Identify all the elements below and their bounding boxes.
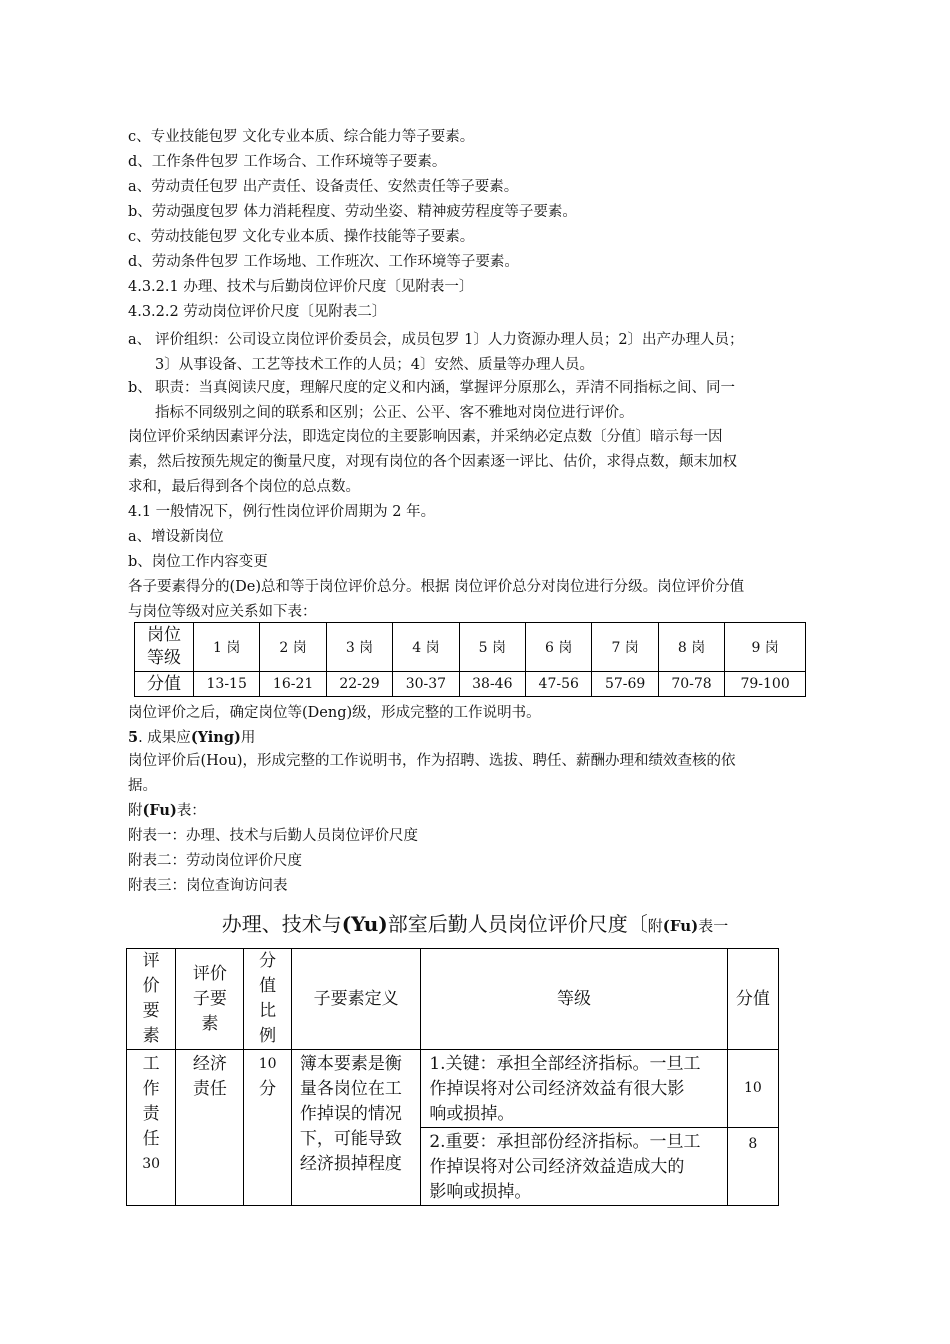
- table-header-row: [127, 949, 779, 1050]
- text-line: b、岗位工作内容变更: [128, 554, 268, 570]
- text-line: 岗位评价后(Hou)，形成完整的工作说明书，作为招聘、选拔、聘任、薪酬办理和绩效查核的依: [128, 753, 736, 769]
- text-line: 职责：当真阅读尺度，理解尺度的定义和内涵，掌握评分原那么，弄清不同指标之间、同一: [155, 380, 735, 396]
- text-line: 岗位评价之后，确定岗位等(Deng)级，形成完整的工作说明书。: [128, 705, 541, 721]
- title-text: 部室后勤人员岗位评价尺度〔: [387, 912, 648, 936]
- table-header-cell: 分值: [135, 672, 194, 697]
- pinyin-annotation: (Ying): [190, 729, 241, 746]
- cell-text: 簿本要素是衡: [299, 1054, 402, 1074]
- ratio-unit: 分: [259, 1079, 277, 1099]
- cell-text: 比: [259, 1001, 277, 1021]
- list-marker: a、: [128, 332, 152, 348]
- text-line: 各子要素得分的(De)总和等于岗位评价总分。根据 岗位评价总分对岗位进行分级。岗位评价分值: [128, 579, 745, 595]
- score-cell: 8: [727, 1128, 778, 1206]
- cell-text: 岗位: [147, 625, 181, 645]
- score-cell: 47-56: [526, 672, 592, 697]
- header-definition: 子要素定义: [291, 949, 420, 1050]
- attachment-heading-text: 附: [128, 803, 143, 819]
- grade-cell: 3 岗: [326, 623, 392, 672]
- cell-text: 下，可能导致: [299, 1129, 402, 1149]
- grade-cell: 8 岗: [658, 623, 724, 672]
- grade-cell: 9 岗: [725, 623, 806, 672]
- definition-cell: [291, 1050, 420, 1206]
- header-sub-factor: [176, 949, 244, 1050]
- title-text: 办理、技术与: [221, 912, 342, 936]
- text-line: 与岗位等级对应关系如下表：: [128, 604, 317, 620]
- grade-score-table: [134, 622, 806, 697]
- cell-text: 素: [201, 1013, 219, 1034]
- text-line: a、增设新岗位: [128, 529, 224, 545]
- cell-text: 责任: [192, 1079, 227, 1099]
- cell-text: 分: [259, 951, 277, 971]
- cell-text: 价: [142, 976, 160, 996]
- attachment-item: 附表三：岗位查询访问表: [128, 878, 288, 894]
- text-line: 4.3.2.2 劳动岗位评价尺度〔见附表二〕: [128, 304, 387, 320]
- cell-text: 作掉误将对公司经济效益造成大的: [429, 1157, 685, 1177]
- header-factor: [127, 949, 176, 1050]
- title-text: 表一: [698, 917, 729, 935]
- cell-text: 评价: [192, 963, 227, 984]
- text-line: d、劳动条件包罗 工作场地、工作班次、工作环境等子要素。: [128, 254, 519, 270]
- table-row: [135, 672, 806, 697]
- cell-text: 要: [142, 1001, 160, 1021]
- attachment-heading-tail: 表：: [176, 803, 206, 819]
- grade-cell: 6 岗: [526, 623, 592, 672]
- text-line: 指标不同级别之间的联系和区别；公正、公平、客不雅地对岗位进行评价。: [155, 405, 634, 421]
- score-cell: 10: [727, 1050, 778, 1128]
- section-title: . 成果应: [138, 730, 191, 746]
- cell-text: 量各岗位在工: [299, 1079, 402, 1099]
- score-cell: 57-69: [592, 672, 658, 697]
- ratio-number: 10: [258, 1056, 277, 1072]
- cell-text: 评: [142, 951, 160, 971]
- text-line: c、专业技能包罗 文化专业本质、综合能力等子要素。: [128, 129, 475, 145]
- cell-text: 工: [142, 1054, 160, 1074]
- evaluation-criteria-table: [126, 948, 779, 1206]
- score-cell: 30-37: [393, 672, 459, 697]
- text-line: d、工作条件包罗 工作场合、工作环境等子要素。: [128, 154, 447, 170]
- attachment-heading: [128, 802, 206, 820]
- section-heading: [128, 729, 255, 747]
- table-title: [0, 910, 950, 940]
- score-cell: 79-100: [725, 672, 806, 697]
- list-marker: b、: [128, 380, 152, 396]
- text-line: 据。: [128, 778, 157, 794]
- attachment-item: 附表二：劳动岗位评价尺度: [128, 853, 302, 869]
- text-line: c、劳动技能包罗 文化专业本质、操作技能等子要素。: [128, 229, 475, 245]
- cell-text: 经济: [192, 1054, 227, 1074]
- ratio-cell: [244, 1050, 291, 1206]
- table-header-cell: [135, 623, 194, 672]
- level-cell: [421, 1050, 727, 1128]
- score-cell: 70-78: [658, 672, 724, 697]
- header-level: 等级: [421, 949, 727, 1050]
- cell-text: 素: [142, 1026, 160, 1046]
- factor-cell: [127, 1050, 176, 1206]
- cell-text: 等级: [147, 648, 181, 668]
- header-score: 分值: [727, 949, 778, 1050]
- cell-text: 责: [142, 1104, 160, 1124]
- grade-cell: 2 岗: [260, 623, 326, 672]
- level-cell: [421, 1128, 727, 1206]
- cell-text: 值: [259, 976, 277, 996]
- sub-factor-cell: [176, 1050, 244, 1206]
- section-number: 5: [128, 729, 139, 746]
- text-line: 评价组织：公司设立岗位评价委员会，成员包罗 1〕人力资源办理人员；2〕出产办理人员；: [155, 332, 744, 348]
- table-row: [135, 623, 806, 672]
- cell-text: 影响或损掉。: [429, 1182, 532, 1202]
- cell-text: 响或损掉。: [429, 1104, 515, 1124]
- attachment-item: 附表一：办理、技术与后勤人员岗位评价尺度: [128, 828, 418, 844]
- factor-score: 30: [142, 1156, 161, 1172]
- pinyin-annotation: (Fu): [662, 917, 699, 935]
- cell-text: 例: [259, 1026, 277, 1046]
- cell-text: 作: [142, 1079, 160, 1099]
- cell-text: 2.重要：承担部份经济指标。一旦工: [429, 1132, 701, 1152]
- cell-text: 1.关键：承担全部经济指标。一旦工: [429, 1054, 701, 1074]
- title-text: 附: [647, 917, 663, 935]
- text-line: 求和，最后得到各个岗位的总点数。: [128, 479, 360, 495]
- cell-text: 作掉误的情况: [299, 1104, 402, 1124]
- grade-cell: 4 岗: [393, 623, 459, 672]
- text-line: b、劳动强度包罗 体力消耗程度、劳动坐姿、精神疲劳程度等子要素。: [128, 204, 577, 220]
- cell-text: 作掉误将对公司经济效益有很大影: [429, 1079, 685, 1099]
- text-line: 素，然后按预先规定的衡量尺度，对现有岗位的各个因素逐一评比、估价，求得点数，颠末加权: [128, 454, 737, 470]
- score-cell: 22-29: [326, 672, 392, 697]
- table-row: [127, 1050, 779, 1128]
- text-line: 4.1 一般情况下，例行性岗位评价周期为 2 年。: [128, 504, 436, 520]
- text-line: 岗位评价采纳因素评分法，即选定岗位的主要影响因素，并采纳必定点数〔分值〕暗示每一因: [128, 429, 723, 445]
- pinyin-annotation: (Yu): [341, 912, 388, 936]
- score-cell: 16-21: [260, 672, 326, 697]
- header-ratio: [244, 949, 291, 1050]
- score-cell: 13-15: [194, 672, 260, 697]
- cell-text: 任: [142, 1129, 160, 1149]
- grade-cell: 7 岗: [592, 623, 658, 672]
- pinyin-annotation: (Fu): [142, 802, 177, 819]
- text-line: a、劳动责任包罗 出产责任、设备责任、安然责任等子要素。: [128, 179, 519, 195]
- grade-cell: 5 岗: [459, 623, 525, 672]
- text-line: 4.3.2.1 办理、技术与后勤岗位评价尺度〔见附表一〕: [128, 279, 474, 295]
- section-title-tail: 用: [240, 730, 256, 746]
- grade-cell: 1 岗: [194, 623, 260, 672]
- score-cell: 38-46: [459, 672, 525, 697]
- cell-text: 经济损掉程度: [299, 1154, 402, 1174]
- cell-text: 子要: [192, 988, 227, 1009]
- text-line: 3〕从事设备、工艺等技术工作的人员；4〕安然、质量等办理人员。: [155, 357, 594, 373]
